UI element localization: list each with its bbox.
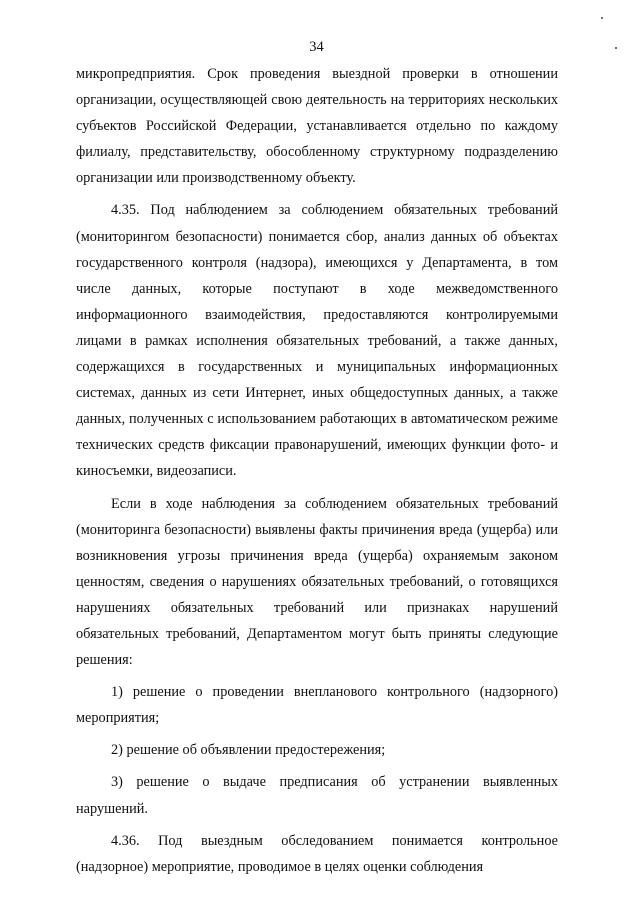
- scan-speck: [601, 17, 603, 19]
- paragraph-decision-2: 2) решение об объявлении предостережения;: [111, 742, 386, 759]
- page-number: 34: [309, 39, 324, 55]
- paragraph-if-violations: Если в ходе наблюдения за соблюдением обязательных требований (мониторинга безопасности) выявлены факты причинения вреда (ущерба) или возникновения угрозы причинения вреда (ущерба) охраняемым законом ценностям, сведения о нарушениях обязательных требований, о готовящихся нарушениях обязательных требований или признаках нарушений обязательных требований, Департаментом могут быть приняты следующие решения:: [76, 495, 558, 669]
- paragraph-decision-1: 1) решение о проведении внепланового контрольного (надзорного) мероприятия;: [76, 684, 558, 727]
- paragraph-item-4-35: 4.35. Под наблюдением за соблюдением обязательных требований (мониторингом безопасности) понимается сбор, анализ данных об объектах государственного контроля (надзора), имеющихся у Департамента, в том числе данных, которые поступают в ходе межведомственного информационного взаимодействия, предоставляются контролируемыми лицами в рамках исполнения обязательных требований, а также данных, содержащихся в государственных и муниципальных информационных системах, данных из сети Интернет, иных общедоступных данных, а также данных, полученных с использованием работающих в автоматическом режиме технических средств фиксации правонарушений, имеющих функции фото- и киносъемки, видеозаписи.: [76, 202, 558, 480]
- paragraph-continuation: микропредприятия. Срок проведения выездной проверки в отношении организации, осуществляющей свою деятельность на территориях нескольких субъектов Российской Федерации, устанавливается отдельно по каждому филиалу, представительству, обособленному структурному подразделению организации или производственному объекту.: [76, 66, 558, 187]
- document-body: [76, 61, 558, 880]
- scan-speck: [615, 47, 617, 49]
- paragraph-decision-3: 3) решение о выдаче предписания об устранении выявленных нарушений.: [76, 774, 558, 817]
- paragraph-item-4-36: 4.36. Под выездным обследованием понимается контрольное (надзорное) мероприятие, проводимое в целях оценки соблюдения: [76, 832, 558, 875]
